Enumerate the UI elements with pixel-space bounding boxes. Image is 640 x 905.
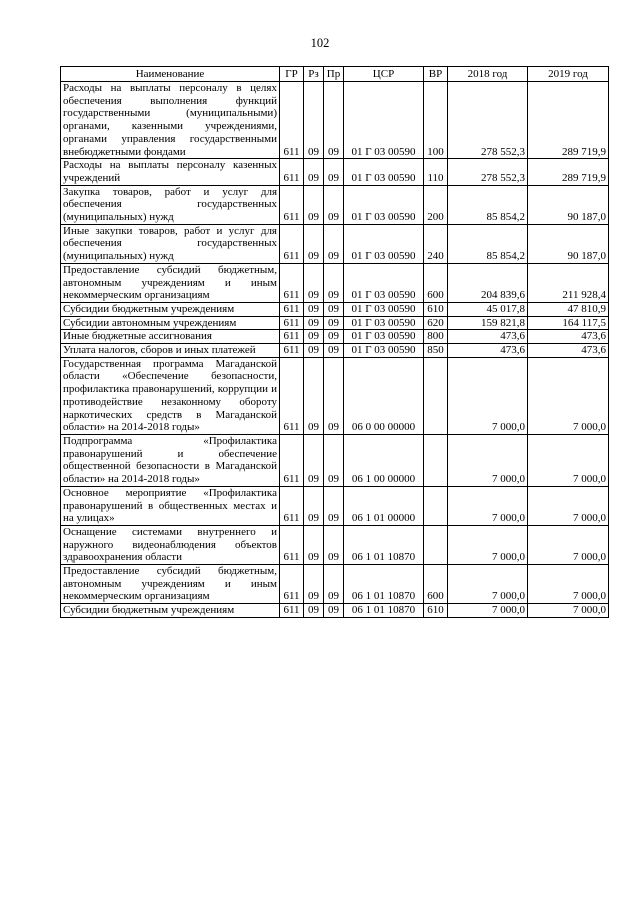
row-csr: 06 1 00 00000 [344, 434, 424, 486]
row-value-2018: 85 854,2 [448, 185, 528, 224]
row-value-2018: 473,6 [448, 344, 528, 358]
table-row [61, 565, 609, 604]
header-name: Наименование [61, 67, 280, 82]
row-rz: 09 [304, 263, 324, 302]
row-gr: 611 [280, 302, 304, 316]
row-name: Субсидии бюджетным учреждениям [61, 604, 280, 618]
row-pr: 09 [324, 185, 344, 224]
row-value-2018: 85 854,2 [448, 224, 528, 263]
row-value-2019: 473,6 [528, 330, 609, 344]
row-rz: 09 [304, 159, 324, 185]
row-vr: 240 [424, 224, 448, 263]
table-row [61, 525, 609, 564]
row-vr [424, 486, 448, 525]
row-pr: 09 [324, 525, 344, 564]
row-value-2018: 45 017,8 [448, 302, 528, 316]
row-rz: 09 [304, 604, 324, 618]
row-rz: 09 [304, 565, 324, 604]
row-vr: 110 [424, 159, 448, 185]
row-value-2019: 7 000,0 [528, 486, 609, 525]
row-pr: 09 [324, 434, 344, 486]
row-rz: 09 [304, 330, 324, 344]
table-row [61, 434, 609, 486]
row-name: Оснащение системами внутреннего и наружного видеонаблюдения объектов здравоохранения области [61, 525, 280, 564]
row-name: Расходы на выплаты персоналу в целях обеспечения выполнения функций государственными (муниципальными) органами, казенными учреждениями, органами управления государственными внебюджетными фондами [61, 82, 280, 159]
row-value-2019: 211 928,4 [528, 263, 609, 302]
row-value-2018: 278 552,3 [448, 82, 528, 159]
page-number: 102 [310, 36, 330, 50]
row-name: Государственная программа Магаданской области «Обеспечение безопасности, профилактика правонарушений, коррупции и противодействие незаконному обороту наркотических средств в Магаданской области» на 2014-2018 годы» [61, 357, 280, 434]
row-value-2019: 164 117,5 [528, 316, 609, 330]
row-gr: 611 [280, 82, 304, 159]
table-header-row [61, 67, 609, 82]
row-vr [424, 357, 448, 434]
row-pr: 09 [324, 357, 344, 434]
row-csr: 06 0 00 00000 [344, 357, 424, 434]
row-pr: 09 [324, 159, 344, 185]
row-rz: 09 [304, 302, 324, 316]
row-name: Закупка товаров, работ и услуг для обеспечения государственных (муниципальных) нужд [61, 185, 280, 224]
row-gr: 611 [280, 263, 304, 302]
row-gr: 611 [280, 159, 304, 185]
row-name: Предоставление субсидий бюджетным, автономным учреждениям и иным некоммерческим организациям [61, 263, 280, 302]
row-value-2019: 473,6 [528, 344, 609, 358]
row-name: Субсидии бюджетным учреждениям [61, 302, 280, 316]
row-vr: 610 [424, 604, 448, 618]
row-value-2019: 7 000,0 [528, 604, 609, 618]
row-value-2019: 47 810,9 [528, 302, 609, 316]
row-csr: 01 Г 03 00590 [344, 330, 424, 344]
row-gr: 611 [280, 486, 304, 525]
row-vr: 600 [424, 565, 448, 604]
row-value-2018: 7 000,0 [448, 357, 528, 434]
row-rz: 09 [304, 357, 324, 434]
row-value-2019: 7 000,0 [528, 565, 609, 604]
row-name: Иные бюджетные ассигнования [61, 330, 280, 344]
row-csr: 06 1 01 10870 [344, 565, 424, 604]
row-pr: 09 [324, 486, 344, 525]
row-vr: 600 [424, 263, 448, 302]
row-vr: 850 [424, 344, 448, 358]
header-gr: ГР [280, 67, 304, 82]
row-value-2018: 473,6 [448, 330, 528, 344]
row-csr: 01 Г 03 00590 [344, 159, 424, 185]
table-row [61, 82, 609, 159]
table-row [61, 357, 609, 434]
row-rz: 09 [304, 185, 324, 224]
row-gr: 611 [280, 224, 304, 263]
row-name: Основное мероприятие «Профилактика правонарушений в общественных местах и на улицах» [61, 486, 280, 525]
row-gr: 611 [280, 357, 304, 434]
row-csr: 06 1 01 10870 [344, 604, 424, 618]
row-csr: 01 Г 03 00590 [344, 344, 424, 358]
row-rz: 09 [304, 224, 324, 263]
row-csr: 01 Г 03 00590 [344, 302, 424, 316]
row-pr: 09 [324, 604, 344, 618]
row-rz: 09 [304, 316, 324, 330]
header-vr: ВР [424, 67, 448, 82]
row-value-2018: 7 000,0 [448, 604, 528, 618]
row-name: Расходы на выплаты персоналу казенных учреждений [61, 159, 280, 185]
row-value-2018: 7 000,0 [448, 525, 528, 564]
row-name: Иные закупки товаров, работ и услуг для обеспечения государственных (муниципальных) нужд [61, 224, 280, 263]
row-gr: 611 [280, 185, 304, 224]
header-rz: Рз [304, 67, 324, 82]
row-rz: 09 [304, 525, 324, 564]
header-2018: 2018 год [448, 67, 528, 82]
row-name: Подпрограмма «Профилактика правонарушений и обеспечение общественной безопасности в Магаданской области» на 2014-2018 годы» [61, 434, 280, 486]
row-name: Субсидии автономным учреждениям [61, 316, 280, 330]
table-row [61, 604, 609, 618]
row-csr: 01 Г 03 00590 [344, 224, 424, 263]
header-pr: Пр [324, 67, 344, 82]
row-gr: 611 [280, 604, 304, 618]
row-pr: 09 [324, 344, 344, 358]
row-gr: 611 [280, 434, 304, 486]
header-2019: 2019 год [528, 67, 609, 82]
row-pr: 09 [324, 302, 344, 316]
row-rz: 09 [304, 344, 324, 358]
row-csr: 06 1 01 00000 [344, 486, 424, 525]
row-name: Предоставление субсидий бюджетным, автономным учреждениям и иным некоммерческим организациям [61, 565, 280, 604]
row-value-2019: 7 000,0 [528, 434, 609, 486]
table-row [61, 344, 609, 358]
row-value-2019: 289 719,9 [528, 159, 609, 185]
row-vr: 610 [424, 302, 448, 316]
table-row [61, 263, 609, 302]
row-value-2018: 204 839,6 [448, 263, 528, 302]
row-value-2019: 90 187,0 [528, 185, 609, 224]
row-pr: 09 [324, 82, 344, 159]
row-name: Уплата налогов, сборов и иных платежей [61, 344, 280, 358]
row-rz: 09 [304, 486, 324, 525]
budget-table [60, 66, 609, 618]
table-row [61, 224, 609, 263]
row-value-2018: 278 552,3 [448, 159, 528, 185]
row-vr [424, 434, 448, 486]
row-gr: 611 [280, 330, 304, 344]
row-pr: 09 [324, 224, 344, 263]
row-vr: 200 [424, 185, 448, 224]
table-row [61, 330, 609, 344]
row-pr: 09 [324, 263, 344, 302]
row-csr: 01 Г 03 00590 [344, 185, 424, 224]
row-value-2019: 289 719,9 [528, 82, 609, 159]
row-gr: 611 [280, 316, 304, 330]
row-gr: 611 [280, 525, 304, 564]
row-vr: 620 [424, 316, 448, 330]
table-row [61, 185, 609, 224]
table-row [61, 159, 609, 185]
row-csr: 01 Г 03 00590 [344, 263, 424, 302]
row-vr [424, 525, 448, 564]
row-value-2019: 7 000,0 [528, 525, 609, 564]
row-pr: 09 [324, 316, 344, 330]
row-value-2018: 7 000,0 [448, 486, 528, 525]
row-pr: 09 [324, 565, 344, 604]
row-csr: 01 Г 03 00590 [344, 316, 424, 330]
table-row [61, 486, 609, 525]
row-value-2018: 7 000,0 [448, 434, 528, 486]
row-vr: 800 [424, 330, 448, 344]
row-value-2018: 7 000,0 [448, 565, 528, 604]
table-row [61, 302, 609, 316]
row-value-2018: 159 821,8 [448, 316, 528, 330]
row-gr: 611 [280, 344, 304, 358]
header-csr: ЦСР [344, 67, 424, 82]
table-row [61, 316, 609, 330]
row-csr: 01 Г 03 00590 [344, 82, 424, 159]
row-rz: 09 [304, 82, 324, 159]
row-value-2019: 90 187,0 [528, 224, 609, 263]
row-csr: 06 1 01 10870 [344, 525, 424, 564]
row-rz: 09 [304, 434, 324, 486]
row-value-2019: 7 000,0 [528, 357, 609, 434]
row-vr: 100 [424, 82, 448, 159]
row-gr: 611 [280, 565, 304, 604]
row-pr: 09 [324, 330, 344, 344]
